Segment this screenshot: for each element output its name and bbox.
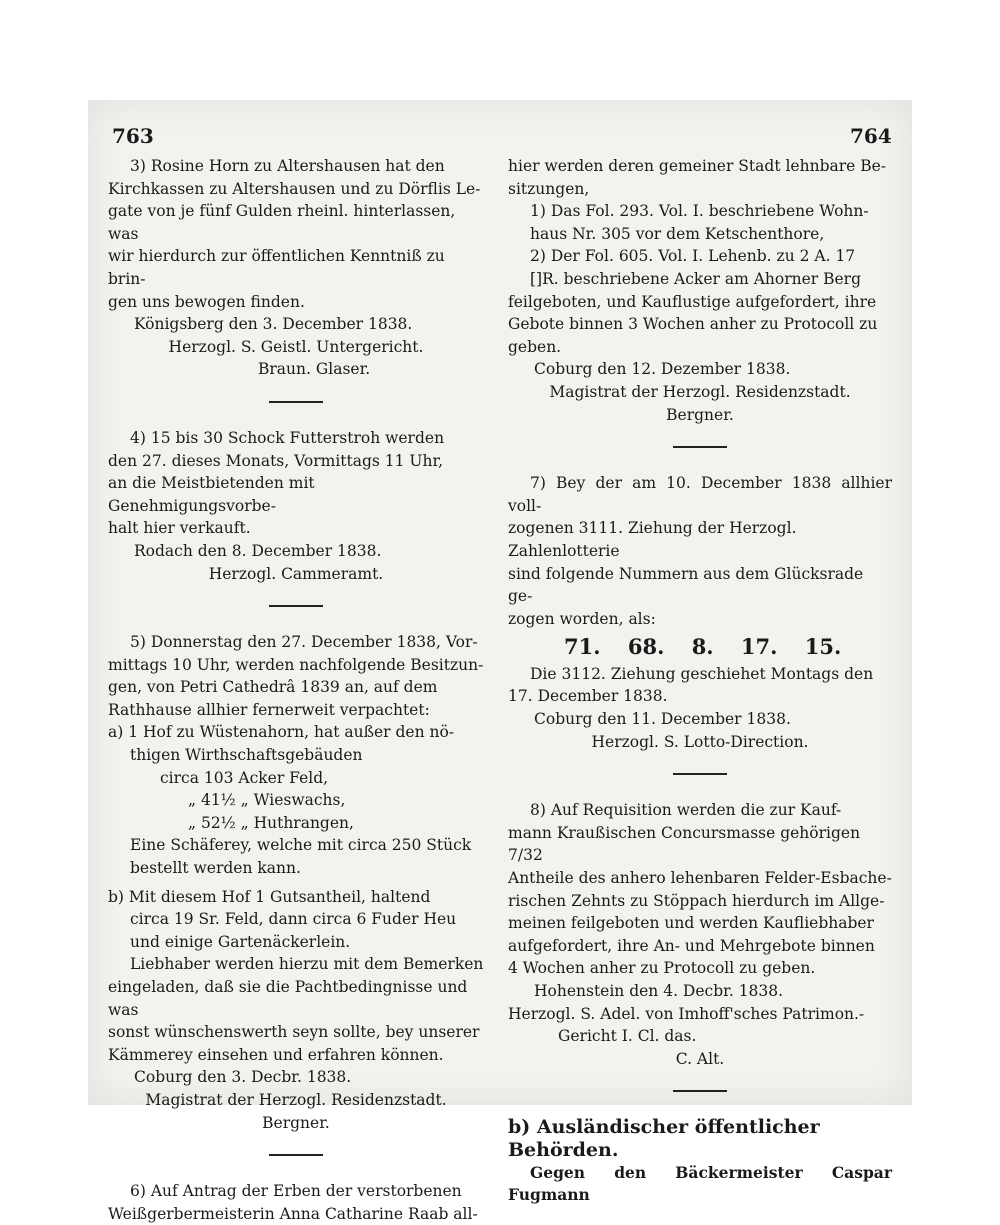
text-line: circa 19 Sr. Feld, dann circa 6 Fuder Heu bbox=[130, 910, 457, 929]
text-line: „ 52½ „ Huthrangen, bbox=[188, 813, 354, 832]
notice-signature: Bergner. bbox=[262, 1113, 330, 1132]
text-line: 4 Wochen anher zu Protocoll zu geben. bbox=[508, 959, 816, 978]
text-line: 8) Auf Requisition werden die zur Kauf- bbox=[530, 801, 842, 820]
notice-5 bbox=[108, 631, 484, 1134]
right-column bbox=[508, 155, 892, 1207]
section-heading: b) Ausländischer öffentlicher Behörden. bbox=[508, 1116, 820, 1161]
text-line: circa 103 Acker Feld, bbox=[160, 768, 329, 787]
text-line: und einige Gartenäckerlein. bbox=[130, 932, 351, 951]
text-line: Rathhause allhier fernerweit verpachtet: bbox=[108, 700, 430, 719]
text-line: Die 3112. Ziehung geschiehet Montags den bbox=[530, 664, 874, 683]
notice-authority: Herzogl. S. Geistl. Untergericht. bbox=[168, 337, 424, 356]
text-line: haus Nr. 305 vor dem Ketschenthore, bbox=[530, 224, 825, 243]
notice-6 bbox=[108, 1180, 484, 1225]
text-line: mann Kraußischen Concursmasse gehörigen 7/32 bbox=[508, 823, 861, 865]
separator-rule bbox=[269, 605, 323, 607]
notice-authority: Herzogl. Cammeramt. bbox=[208, 564, 384, 583]
list-item-a: a) 1 Hof zu Wüstenahorn, hat außer den nö- bbox=[108, 723, 455, 742]
notice-date: Königsberg den 3. December 1838. bbox=[134, 315, 413, 334]
text-line: Kämmerey einsehen und erfahren können. bbox=[108, 1045, 444, 1064]
text-line: geben. bbox=[508, 337, 562, 356]
text-line: sonst wünschenswerth seyn sollte, bey unserer bbox=[108, 1023, 480, 1042]
text-line: []R. beschriebene Acker am Ahorner Berg bbox=[530, 269, 861, 288]
text-line: feilgeboten, und Kauflustige aufgefordert, ihre bbox=[508, 292, 877, 311]
page-number-right: 764 bbox=[850, 124, 892, 148]
left-column bbox=[108, 155, 484, 1225]
text-line: mittags 10 Uhr, werden nachfolgende Besitzun- bbox=[108, 655, 484, 674]
text-line: zogen worden, als: bbox=[508, 609, 656, 628]
list-item: 2) Der Fol. 605. Vol. I. Lehenb. zu 2 A. 17 bbox=[530, 247, 856, 266]
separator-rule bbox=[673, 1090, 727, 1092]
notice-signature: C. Alt. bbox=[675, 1049, 725, 1068]
notice-6-continued bbox=[508, 155, 892, 426]
text-line: bestellt werden kann. bbox=[130, 859, 301, 878]
text-line: an die Meistbietenden mit Genehmigungsvorbe- bbox=[108, 474, 315, 515]
text-line: Gegen den Bäckermeister Caspar Fugmann bbox=[508, 1162, 892, 1205]
text-line: gen, von Petri Cathedrâ 1839 an, auf dem bbox=[108, 678, 438, 697]
lottery-numbers: 71. 68. 8. 17. 15. bbox=[564, 634, 842, 660]
text-line: thigen Wirthschaftsgebäuden bbox=[130, 746, 363, 765]
separator-rule bbox=[673, 446, 727, 448]
text-line: Kirchkassen zu Altershausen und zu Dörflis Le- bbox=[108, 179, 481, 198]
list-item: 1) Das Fol. 293. Vol. I. beschriebene Wohn- bbox=[530, 202, 869, 221]
notice-authority: Gericht I. Cl. das. bbox=[558, 1027, 697, 1046]
text-line: rischen Zehnts zu Stöppach hierdurch im Allge- bbox=[508, 891, 885, 910]
text-line: 6) Auf Antrag der Erben der verstorbenen bbox=[130, 1182, 462, 1201]
text-line: 5) Donnerstag den 27. December 1838, Vor- bbox=[130, 633, 478, 652]
notice-3 bbox=[108, 155, 484, 381]
notice-7 bbox=[508, 472, 892, 753]
text-line: meinen feilgeboten und werden Kaufliebhaber bbox=[508, 914, 874, 933]
notice-8 bbox=[508, 799, 892, 1070]
separator-rule bbox=[269, 401, 323, 403]
notice-date: Coburg den 11. December 1838. bbox=[534, 710, 791, 729]
text-line: zogenen 3111. Ziehung der Herzogl. Zahlenlotterie bbox=[508, 519, 797, 560]
text-line: gate von je fünf Gulden rheinl. hinterlassen, was bbox=[108, 202, 456, 243]
text-line: halt hier verkauft. bbox=[108, 519, 251, 538]
text-line: Gebote binnen 3 Wochen anher zu Protocoll zu bbox=[508, 315, 878, 334]
text-line: sitzungen, bbox=[508, 179, 590, 198]
text-line: 4) 15 bis 30 Schock Futterstroh werden bbox=[130, 428, 445, 447]
text-line: gen uns bewogen finden. bbox=[108, 292, 305, 311]
text-line: „ 41½ „ Wieswachs, bbox=[188, 791, 346, 810]
separator-rule bbox=[269, 1154, 323, 1156]
text-line: wir hierdurch zur öffentlichen Kenntniß zu brin- bbox=[108, 247, 445, 288]
section-b bbox=[508, 1116, 892, 1206]
notice-signature: Bergner. bbox=[666, 405, 734, 424]
text-line: 7) Bey der am 10. December 1838 allhier voll- bbox=[508, 474, 892, 515]
text-line: aufgefordert, ihre An- und Mehrgebote binnen bbox=[508, 936, 875, 955]
text-line: 3) Rosine Horn zu Altershausen hat den bbox=[130, 157, 445, 175]
notice-date: Coburg den 3. Decbr. 1838. bbox=[134, 1068, 352, 1087]
notice-date: Coburg den 12. Dezember 1838. bbox=[534, 360, 791, 379]
notice-authority: Magistrat der Herzogl. Residenzstadt. bbox=[145, 1090, 447, 1109]
notice-authority: Herzogl. S. Adel. von Imhoff'sches Patrimon.- bbox=[508, 1004, 865, 1023]
notice-date: Rodach den 8. December 1838. bbox=[134, 541, 382, 560]
notice-date: Hohenstein den 4. Decbr. 1838. bbox=[534, 982, 784, 1000]
text-line: sind folgende Nummern aus dem Glücksrade ge- bbox=[508, 564, 864, 606]
text-line: hier werden deren gemeiner Stadt lehnbare Be- bbox=[508, 157, 887, 175]
notice-4 bbox=[108, 427, 484, 585]
list-item-b: b) Mit diesem Hof 1 Gutsantheil, haltend bbox=[108, 887, 431, 906]
page-number-left: 763 bbox=[112, 124, 154, 148]
text-line: den 27. dieses Monats, Vormittags 11 Uhr, bbox=[108, 451, 444, 470]
notice-signature: Braun. Glaser. bbox=[258, 360, 371, 379]
text-line: Antheile des anhero lehenbaren Felder-Esbache- bbox=[508, 869, 892, 888]
text-line: 17. December 1838. bbox=[508, 687, 668, 706]
separator-rule bbox=[673, 773, 727, 775]
text-line: Liebhaber werden hierzu mit dem Bemerken bbox=[130, 955, 484, 974]
notice-authority: Herzogl. S. Lotto-Direction. bbox=[591, 732, 809, 751]
text-line: Weißgerbermeisterin Anna Catharine Raab all- bbox=[108, 1204, 478, 1223]
text-line: eingeladen, daß sie die Pachtbedingnisse und was bbox=[108, 978, 468, 1019]
text-line: Eine Schäferey, welche mit circa 250 Stück bbox=[130, 836, 472, 855]
notice-authority: Magistrat der Herzogl. Residenzstadt. bbox=[549, 382, 851, 401]
